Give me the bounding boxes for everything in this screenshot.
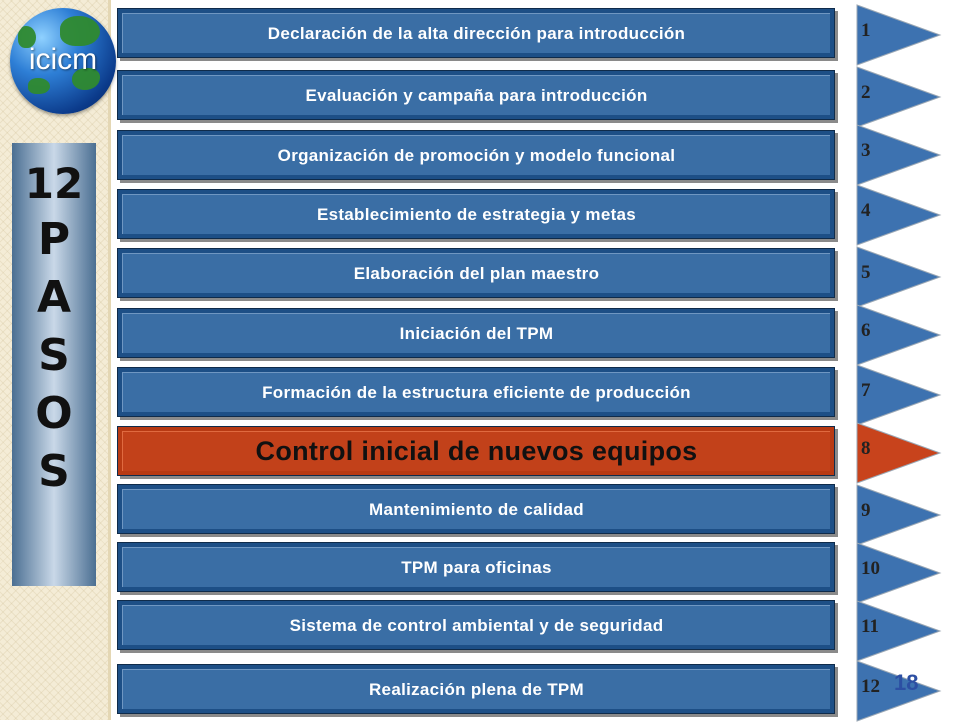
step-marker-6: [856, 304, 942, 366]
step-marker-3: [856, 124, 942, 186]
step-bar-9: [117, 484, 835, 534]
step-label: Control inicial de nuevos equipos: [122, 431, 830, 471]
step-label: Formación de la estructura eficiente de producción: [122, 372, 830, 412]
vertical-title-panel: [12, 143, 96, 586]
step-marker-9: [856, 484, 942, 546]
step-number: 9: [861, 500, 871, 521]
step-bar-4: [117, 189, 835, 239]
step-number: 3: [861, 140, 871, 161]
step-number: 2: [861, 82, 871, 103]
title-letter: A: [36, 272, 72, 323]
title-letter: O: [35, 388, 73, 439]
page-number: 18: [894, 670, 919, 695]
step-marker-1: [856, 4, 942, 66]
step-label: Organización de promoción y modelo funcional: [122, 135, 830, 175]
step-marker-2: [856, 66, 942, 128]
step-number: 5: [861, 262, 871, 283]
step-number: 8: [861, 438, 871, 459]
step-label: Declaración de la alta dirección para introducción: [122, 13, 830, 53]
step-label: Realización plena de TPM: [122, 669, 830, 709]
step-bar-6: [117, 308, 835, 358]
step-number: 11: [861, 616, 879, 637]
step-bar-12: [117, 664, 835, 714]
step-marker-4: [856, 184, 942, 246]
step-marker-10: [856, 542, 942, 604]
step-bar-8: [117, 426, 835, 476]
step-bar-1: [117, 8, 835, 58]
step-marker-11: [856, 600, 942, 662]
step-marker-5: [856, 246, 942, 308]
step-bar-3: [117, 130, 835, 180]
step-label: Evaluación y campaña para introducción: [122, 75, 830, 115]
step-bar-7: [117, 367, 835, 417]
step-bar-11: [117, 600, 835, 650]
step-label: Iniciación del TPM: [122, 313, 830, 353]
step-bar-2: [117, 70, 835, 120]
step-number: 10: [861, 558, 880, 579]
step-number: 1: [861, 20, 871, 41]
title-letter: S: [38, 446, 70, 497]
step-bar-5: [117, 248, 835, 298]
step-label: Elaboración del plan maestro: [122, 253, 830, 293]
step-number: 12: [861, 676, 880, 697]
globe-land: [28, 78, 50, 94]
step-number: 7: [861, 380, 871, 401]
title-letter: S: [38, 330, 70, 381]
step-label: TPM para oficinas: [122, 547, 830, 587]
step-marker-8: [856, 422, 942, 484]
title-number: 12: [24, 159, 84, 208]
globe-logo: [10, 8, 116, 114]
step-label: Sistema de control ambiental y de seguridad: [122, 605, 830, 645]
logo-text: icicm: [28, 43, 98, 76]
step-number: 6: [861, 320, 871, 341]
step-label: Establecimiento de estrategia y metas: [122, 194, 830, 234]
step-label: Mantenimiento de calidad: [122, 489, 830, 529]
step-number: 4: [861, 200, 871, 221]
globe-land: [60, 16, 100, 46]
step-bar-10: [117, 542, 835, 592]
step-marker-7: [856, 364, 942, 426]
title-letter: P: [37, 214, 71, 265]
